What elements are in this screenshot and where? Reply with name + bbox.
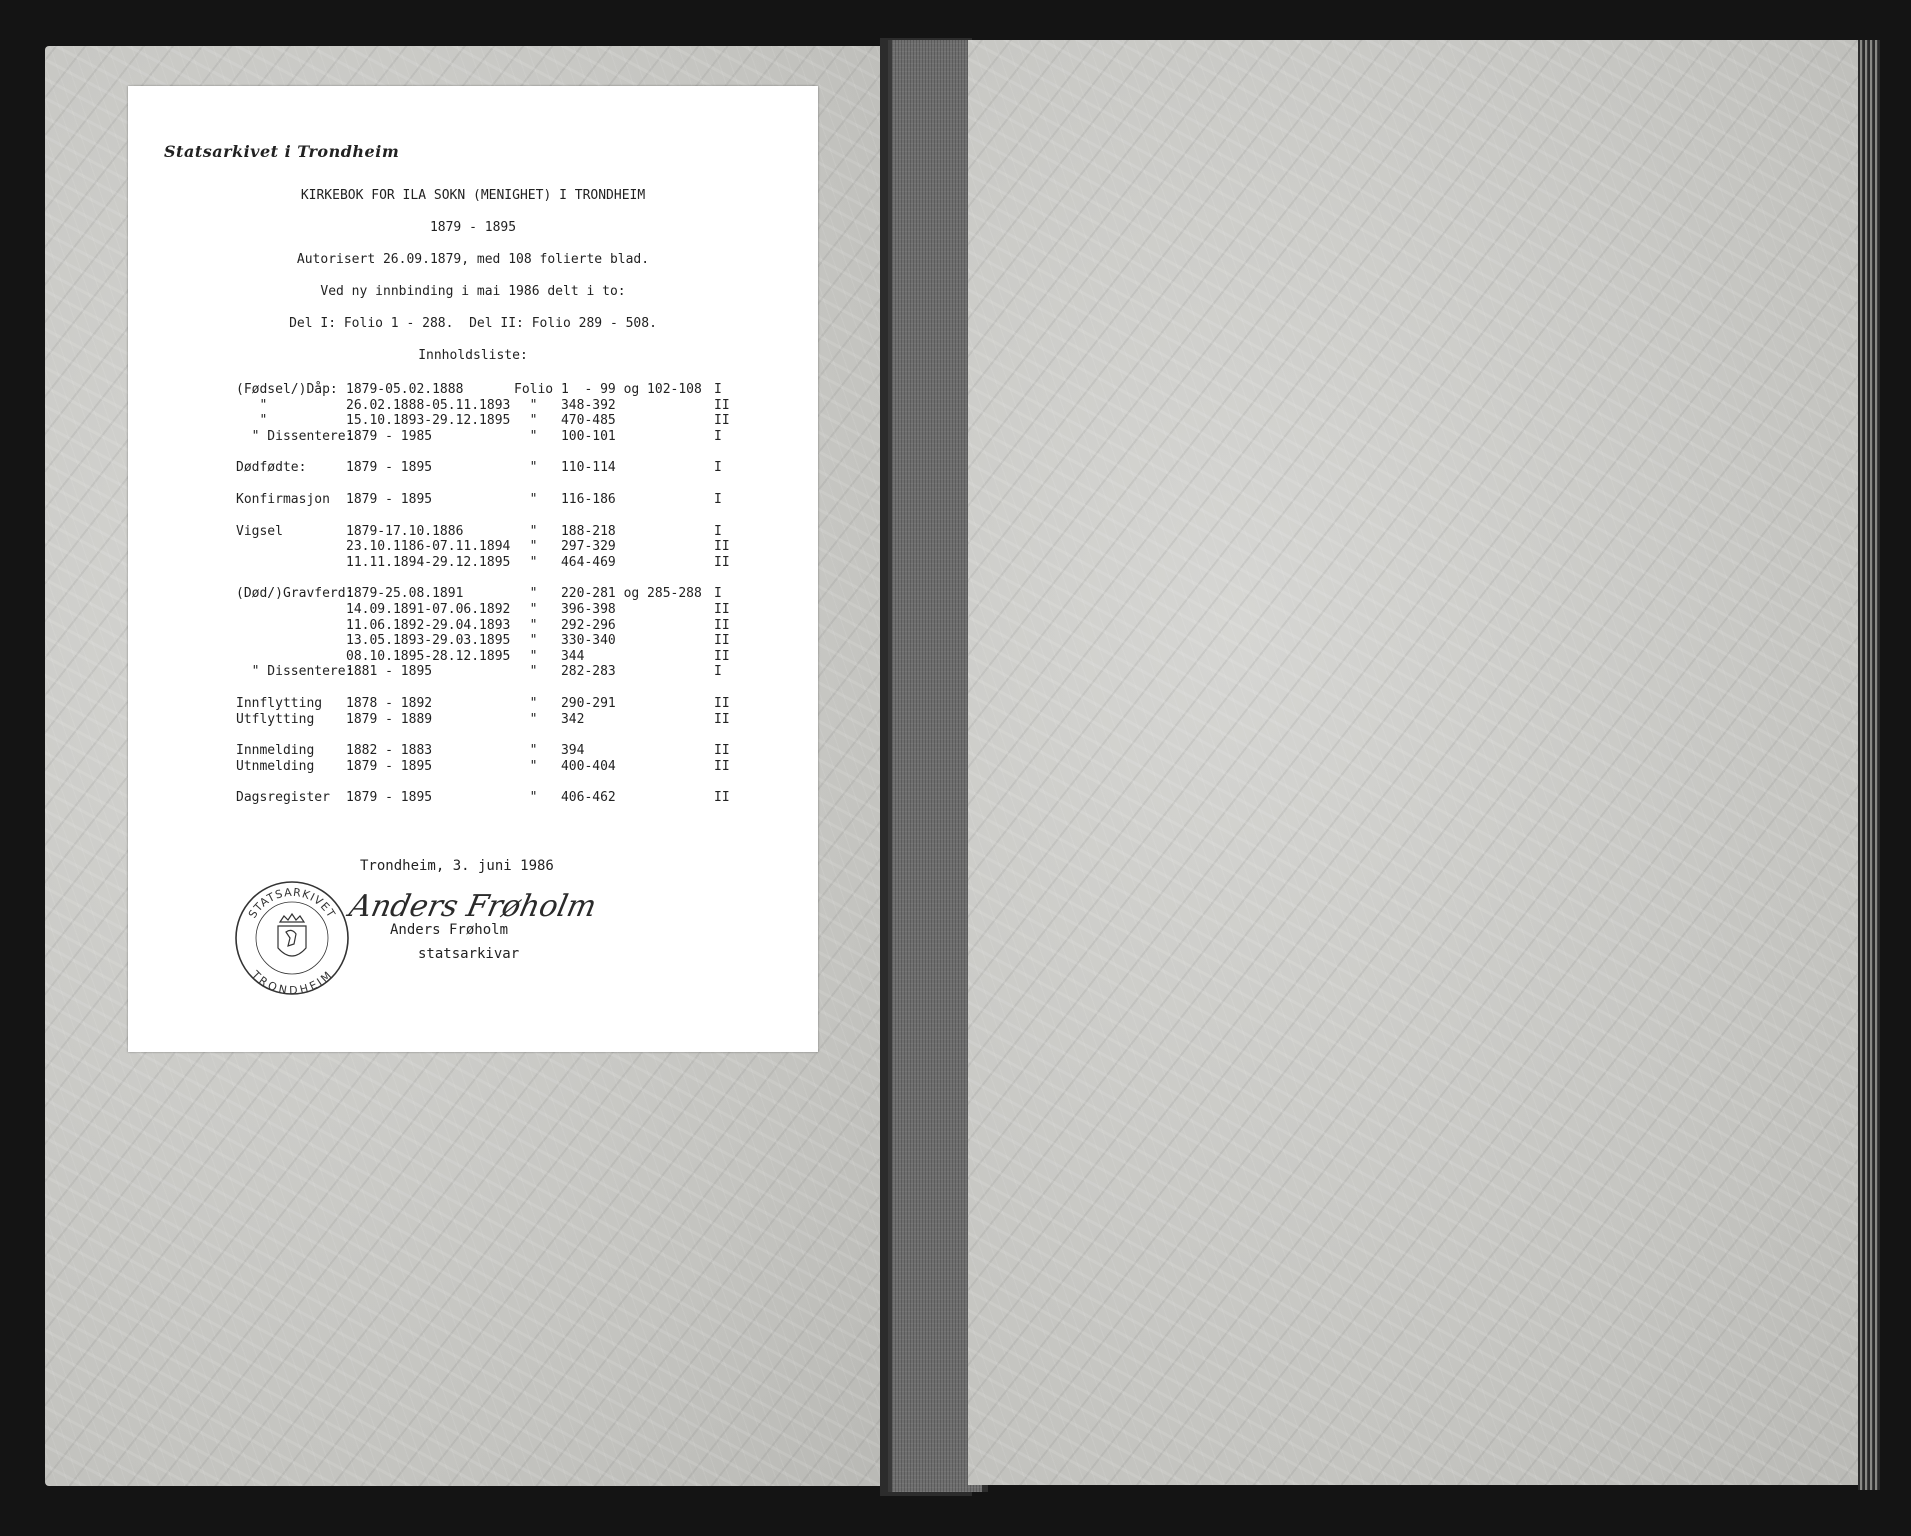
- contents-dates: 1881 - 1895: [346, 664, 433, 680]
- contents-folio: " 188-218: [514, 523, 616, 539]
- contents-folio: " 342: [514, 711, 585, 727]
- contents-list: [236, 382, 756, 806]
- contents-dates: 14.09.1891-07.06.1892: [346, 601, 511, 617]
- contents-row: [236, 602, 756, 618]
- svg-text:Anders Frøholm: Anders Frøholm: [346, 889, 600, 924]
- contents-part: II: [714, 413, 730, 429]
- contents-label: " Dissentere:: [236, 664, 354, 680]
- contents-folio: " 344: [514, 648, 585, 664]
- contents-dates: 1878 - 1892: [346, 695, 433, 711]
- contents-dates: 15.10.1893-29.12.1895: [346, 413, 511, 429]
- contents-dates: 23.10.1186-07.11.1894: [346, 539, 511, 555]
- contents-label: Dagsregister: [236, 790, 330, 806]
- right-cover: [968, 40, 1868, 1485]
- contents-row: [236, 492, 756, 508]
- contents-label: Dødfødte:: [236, 460, 307, 476]
- contents-row: [236, 382, 756, 398]
- contents-spacer: [236, 774, 756, 790]
- contents-part: I: [714, 382, 722, 397]
- contents-row: [236, 539, 756, 555]
- contents-part: II: [714, 790, 730, 806]
- archive-name: Statsarkivet i Trondheim: [164, 142, 400, 161]
- contents-spacer: [236, 508, 756, 524]
- contents-part: II: [714, 633, 730, 649]
- contents-dates: 1879 - 1985: [346, 428, 433, 444]
- contents-folio: " 348-392: [514, 397, 616, 413]
- authorization-note: Autorisert 26.09.1879, med 108 folierte blad.: [296, 252, 650, 267]
- contents-folio: " 292-296: [514, 617, 616, 633]
- contents-dates: 1879 - 1895: [346, 491, 433, 507]
- contents-spacer: [236, 476, 756, 492]
- contents-folio: " 406-462: [514, 790, 616, 806]
- contents-dates: 11.06.1892-29.04.1893: [346, 617, 511, 633]
- contents-part: II: [714, 554, 730, 570]
- contents-row: [236, 413, 756, 429]
- coat-of-arms-icon: [278, 914, 306, 956]
- contents-part: II: [714, 397, 730, 413]
- contents-part: II: [714, 711, 730, 727]
- contents-folio: Folio 1 - 99 og 102-108: [514, 382, 702, 397]
- contents-folio: " 290-291: [514, 695, 616, 711]
- contents-dates: 1879 - 1895: [346, 460, 433, 476]
- contents-part: II: [714, 601, 730, 617]
- contents-row: [236, 743, 756, 759]
- contents-dates: 1879 - 1895: [346, 790, 433, 806]
- contents-dates: 1879-05.02.1888: [346, 382, 464, 397]
- contents-row: [236, 696, 756, 712]
- contents-row: [236, 524, 756, 540]
- contents-row: [236, 429, 756, 445]
- contents-label: Utnmelding: [236, 758, 315, 774]
- contents-part: I: [714, 428, 722, 444]
- contents-folio: " 282-283: [514, 664, 616, 680]
- contents-folio: " 396-398: [514, 601, 616, 617]
- book-years: 1879 - 1895: [429, 220, 517, 235]
- contents-spacer: [236, 727, 756, 743]
- contents-dates: 1882 - 1883: [346, 743, 433, 759]
- contents-folio: " 470-485: [514, 413, 616, 429]
- contents-spacer: [236, 444, 756, 460]
- contents-row: [236, 633, 756, 649]
- contents-folio: " 394: [514, 743, 585, 759]
- contents-label: Vigsel: [236, 523, 283, 539]
- contents-spacer: [236, 570, 756, 586]
- signatory-name: Anders Frøholm: [390, 922, 509, 938]
- contents-folio: " 330-340: [514, 633, 616, 649]
- parts-note: Del I: Folio 1 - 288. Del II: Folio 289 - 508.: [289, 316, 657, 331]
- place-date: Trondheim, 3. juni 1986: [360, 858, 554, 874]
- contents-label: ": [236, 397, 268, 413]
- contents-row: [236, 649, 756, 665]
- contents-folio: " 297-329: [514, 539, 616, 555]
- contents-part: I: [714, 523, 722, 539]
- book-title: KIRKEBOK FOR ILA SOKN (MENIGHET) I TRONDHEIM: [300, 188, 646, 203]
- contents-label: " Dissentere:: [236, 428, 354, 444]
- contents-label: Konfirmasjon: [236, 491, 330, 507]
- contents-row: [236, 460, 756, 476]
- contents-part: II: [714, 648, 730, 664]
- contents-folio: " 464-469: [514, 554, 616, 570]
- contents-folio: " 220-281 og 285-288: [514, 586, 702, 602]
- contents-row: [236, 586, 756, 602]
- contents-label: ": [236, 413, 268, 429]
- contents-dates: 1879-25.08.1891: [346, 586, 464, 602]
- contents-folio: " 400-404: [514, 758, 616, 774]
- rebinding-note: Ved ny innbinding i mai 1986 delt i to:: [320, 284, 626, 299]
- contents-row: [236, 712, 756, 728]
- archive-seal: [232, 878, 352, 998]
- contents-dates: 26.02.1888-05.11.1893: [346, 397, 511, 413]
- page-edges: [1858, 40, 1880, 1490]
- contents-dates: 13.05.1893-29.03.1895: [346, 633, 511, 649]
- contents-part: II: [714, 743, 730, 759]
- contents-label: (Død/)Gravferd:: [236, 586, 354, 602]
- signatory-title: statsarkivar: [418, 946, 520, 962]
- contents-part: I: [714, 664, 722, 680]
- contents-folio: " 100-101: [514, 428, 616, 444]
- contents-folio: " 116-186: [514, 491, 616, 507]
- contents-row: [236, 398, 756, 414]
- contents-row: [236, 790, 756, 806]
- contents-spacer: [236, 680, 756, 696]
- contents-dates: 1879 - 1889: [346, 711, 433, 727]
- contents-row: [236, 664, 756, 680]
- contents-label: Innflytting: [236, 695, 323, 711]
- contents-folio: " 110-114: [514, 460, 616, 476]
- contents-dates: 1879 - 1895: [346, 758, 433, 774]
- contents-part: II: [714, 617, 730, 633]
- contents-dates: 08.10.1895-28.12.1895: [346, 648, 511, 664]
- contents-part: I: [714, 491, 722, 507]
- contents-label: Utflytting: [236, 711, 315, 727]
- contents-row: [236, 555, 756, 571]
- contents-part: I: [714, 460, 722, 476]
- contents-dates: 11.11.1894-29.12.1895: [346, 554, 511, 570]
- svg-text:STATSARKIVET: STATSARKIVET: [245, 885, 339, 921]
- contents-dates: 1879-17.10.1886: [346, 523, 464, 539]
- contents-part: II: [714, 695, 730, 711]
- contents-part: I: [714, 586, 722, 602]
- contents-heading: Innholdsliste:: [418, 348, 528, 363]
- svg-text:TRONDHEIM: TRONDHEIM: [248, 968, 335, 998]
- contents-row: [236, 618, 756, 634]
- contents-label: (Fødsel/)Dåp:: [236, 382, 338, 397]
- contents-part: II: [714, 539, 730, 555]
- archive-label-card: [128, 86, 818, 1052]
- contents-row: [236, 759, 756, 775]
- contents-label: Innmelding: [236, 743, 315, 759]
- contents-part: II: [714, 758, 730, 774]
